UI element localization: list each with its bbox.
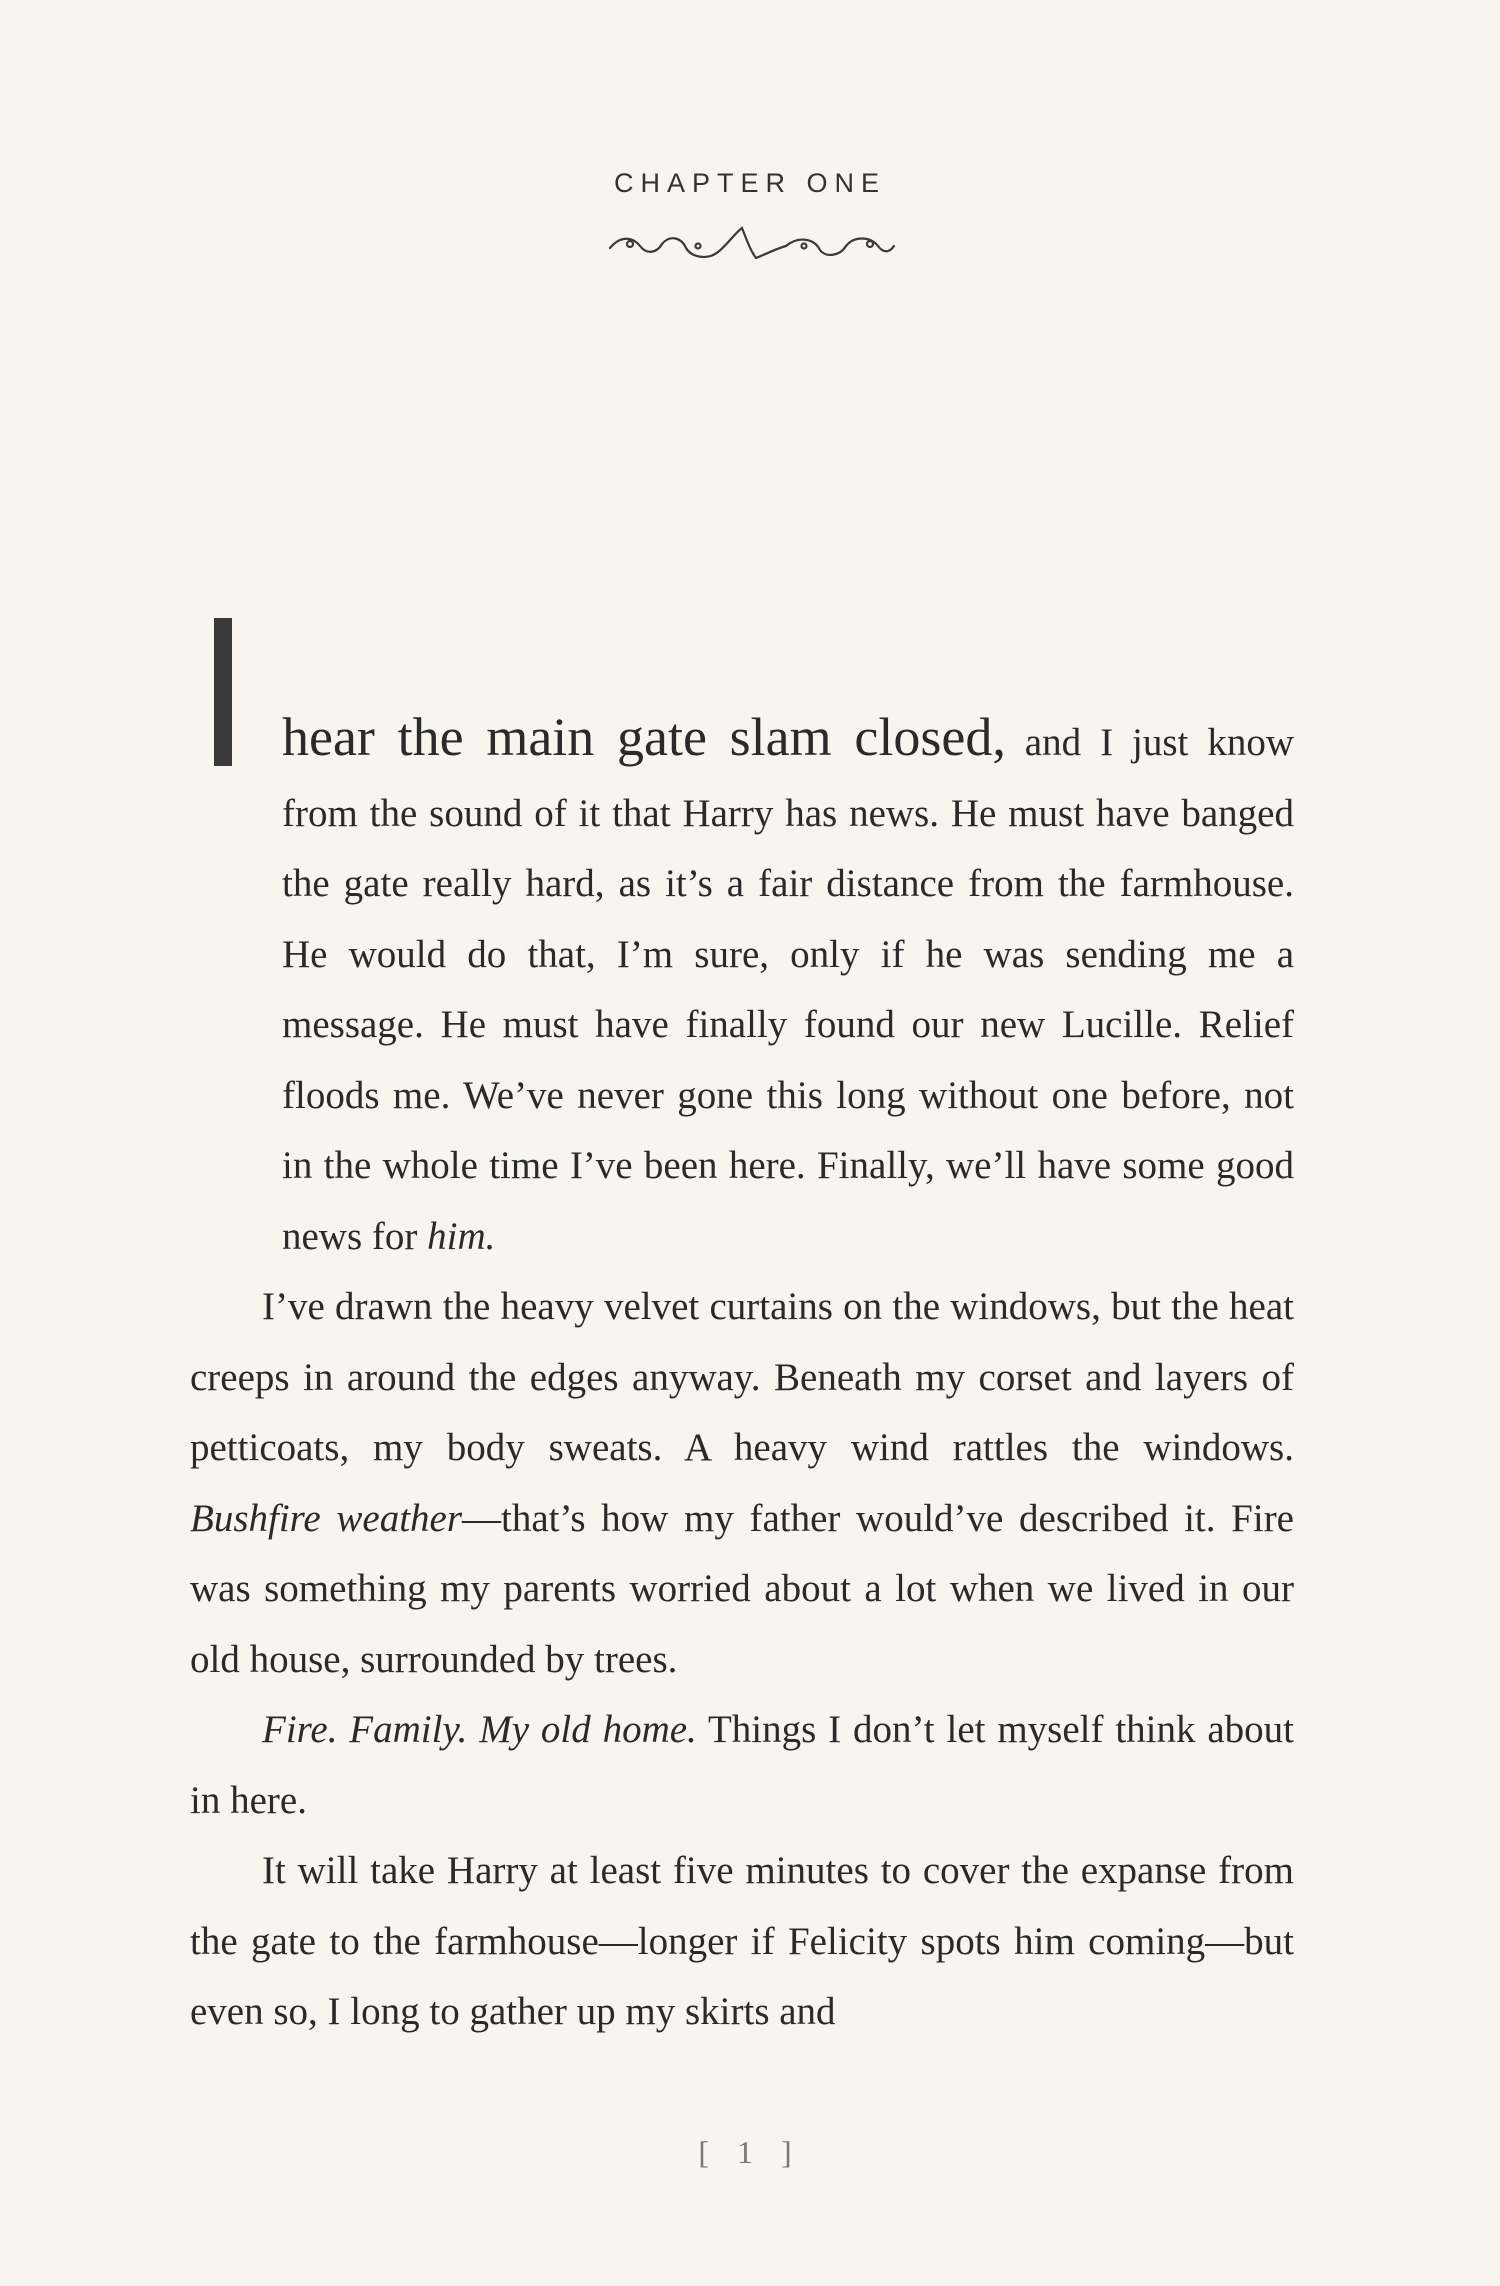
paragraph-2-emphasis: Bushfire weather <box>190 1496 463 1540</box>
paragraph-3-emphasis: Fire. Family. My old home. <box>262 1708 697 1751</box>
floral-ornament-icon <box>600 224 900 274</box>
paragraph-1 <box>190 702 1294 1272</box>
chapter-heading: CHAPTER ONE <box>613 168 887 198</box>
paragraph-2 <box>190 1272 1294 1695</box>
paragraph-2-text-b: —that’s how my father would’ve described it. Fire was something my parents worried about a lot when we lived in our old house, surrounded by trees. <box>190 1496 1294 1681</box>
paragraph-3-text: Things I don’t let myself think about in here. <box>190 1708 1294 1822</box>
lead-in-text: hear the main gate slam closed, <box>282 707 1006 767</box>
page-number: [ 1 ] <box>698 2134 802 2170</box>
chapter-text <box>190 702 1294 2048</box>
paragraph-3 <box>190 1695 1294 1836</box>
paragraph-4 <box>190 1836 1294 2048</box>
paragraph-4-text: It will take Harry at least five minutes to cover the expanse from the gate to the farmhouse—longer if Felicity spots him coming—but even so, I long to gather up my skirts and <box>190 1849 1294 2033</box>
paragraph-2-text-a: I’ve drawn the heavy velvet curtains on the windows, but the heat creeps in around the edges anyway. Beneath my corset and layers of petticoats, my body sweats. A heavy wind rattles the windows. <box>190 1285 1294 1469</box>
paragraph-1-text: and I just know from the sound of it that Harry has news. He must have banged the gate really hard, as it’s a fair distance from the farmhouse. He would do that, I’m sure, only if he was sending me a message. He must have finally found our new Lucille. Relief floods me. We’ve never gone this long without one before, not in the whole time I’ve been here. Finally, we’ll have some good news for <box>282 721 1294 1258</box>
paragraph-1-emphasis: him. <box>427 1214 496 1258</box>
